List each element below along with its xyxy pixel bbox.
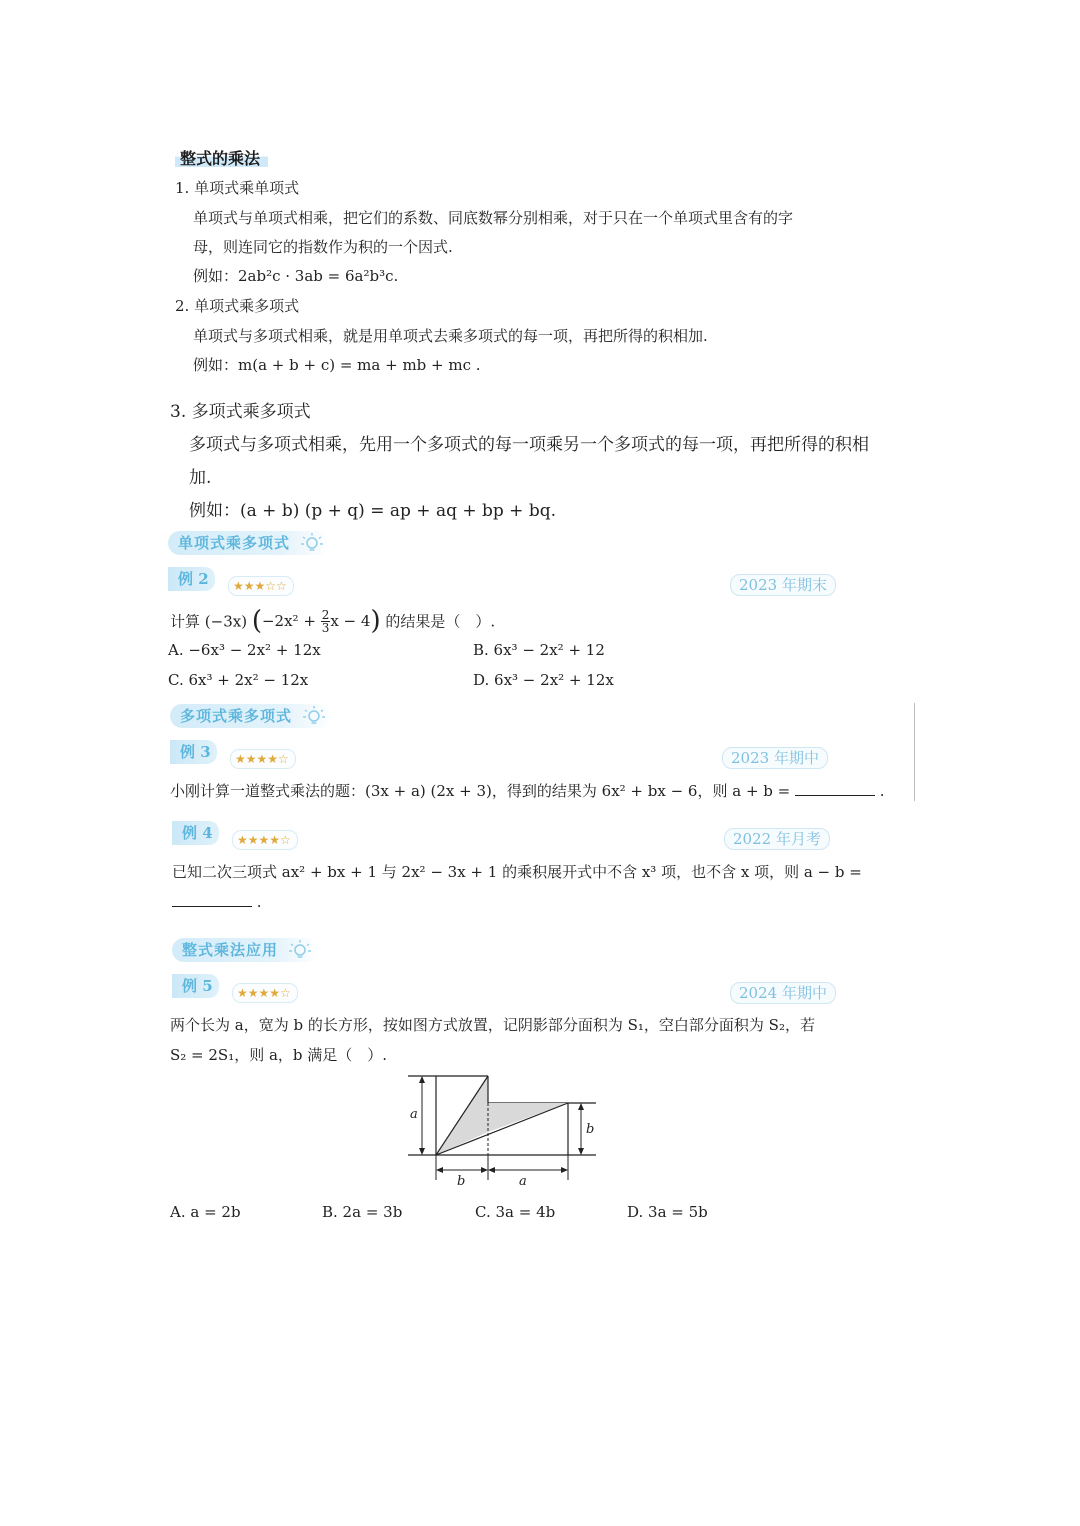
q-suffix: 的结果是（ ）.: [385, 612, 496, 631]
lightbulb-icon: [288, 939, 312, 961]
rule3-heading: 3. 多项式乘多项式: [170, 402, 311, 422]
right-paren: ): [370, 606, 381, 636]
ex3-question-text: 小刚计算一道整式乘法的题：(3x + a) (2x + 3)，得到的结果为 6x² + bx − 6，则 a + b =: [170, 782, 791, 800]
rule3-line1: 多项式与多项式相乘，先用一个多项式的每一项乘另一个多项式的每一项，再把所得的积相: [189, 435, 869, 455]
arrow-head: [419, 1148, 425, 1155]
difficulty-stars: ★★★★☆: [232, 830, 298, 850]
label-a-left: a: [410, 1107, 418, 1122]
difficulty-stars: ★★★☆☆: [228, 576, 294, 596]
arrow-head: [578, 1103, 584, 1110]
ex5-line2: S₂ = 2S₁，则 a，b 满足（ ）.: [170, 1046, 388, 1064]
left-paren: (: [251, 606, 262, 636]
ex5-option-a: A. a = 2b: [170, 1203, 241, 1221]
example-label: 例 3: [170, 740, 217, 764]
source-tag: 2023 年期末: [730, 574, 836, 596]
ex2-option-c: C. 6x³ + 2x² − 12x: [168, 671, 309, 689]
rectangles-figure: [400, 1068, 610, 1194]
rule1-line2: 母，则连同它的指数作为积的一个因式.: [193, 238, 453, 256]
label-b-right: b: [586, 1122, 595, 1137]
arrow-head: [561, 1167, 568, 1173]
rule3-example: 例如：(a + b) (p + q) = ap + aq + bp + bq.: [189, 501, 556, 521]
example-label: 例 5: [172, 974, 219, 998]
q-prefix: 计算 (−3x): [170, 612, 248, 631]
section-header-3: [172, 938, 318, 962]
ex5-option-b: B. 2a = 3b: [322, 1203, 403, 1221]
section-header-2: [170, 704, 332, 728]
arrow-head: [488, 1167, 495, 1173]
source-tag: 2022 年月考: [724, 828, 830, 850]
ex5-line1: 两个长为 a，宽为 b 的长方形，按如图方式放置，记阴影部分面积为 S₁，空白部分面积为 S₂，若: [170, 1016, 815, 1034]
rule2-line1: 单项式与多项式相乘，就是用单项式去乘多项式的每一项，再把所得的积相加.: [193, 327, 708, 345]
source-tag: 2024 年期中: [730, 982, 836, 1004]
page-title: 整式的乘法: [175, 146, 268, 169]
difficulty-stars: ★★★★☆: [232, 983, 298, 1003]
rule1-heading: 1. 单项式乘单项式: [175, 179, 300, 197]
divider-line: [914, 703, 915, 801]
label-a-bottom: a: [519, 1174, 527, 1189]
rule3-line2: 加.: [189, 468, 212, 488]
rule2-heading: 2. 单项式乘多项式: [175, 297, 300, 315]
rule1-example: 例如：2ab²c · 3ab = 6a²b³c.: [193, 267, 399, 285]
ex5-option-d: D. 3a = 5b: [627, 1203, 708, 1221]
label-b-bottom: b: [457, 1174, 466, 1189]
rule1-line1: 单项式与单项式相乘，把它们的系数、同底数幂分别相乘，对于只在一个单项式里含有的字: [193, 209, 794, 227]
arrow-head: [578, 1148, 584, 1155]
section-title: 多项式乘多项式: [180, 707, 293, 725]
fraction-denominator: 3: [321, 620, 330, 635]
q-inner-a: −2x² +: [261, 612, 316, 630]
lightbulb-icon: [300, 532, 324, 554]
rule2-example: 例如：m(a + b + c) = ma + mb + mc .: [193, 356, 481, 374]
section-title: 整式乘法应用: [182, 941, 279, 959]
fraction: [321, 609, 331, 634]
ex2-option-a: A. −6x³ − 2x² + 12x: [168, 641, 321, 659]
ex5-option-c: C. 3a = 4b: [475, 1203, 556, 1221]
example-label: 例 2: [168, 567, 215, 591]
answer-blank[interactable]: [795, 795, 875, 796]
ex3-question: [170, 780, 885, 801]
answer-blank[interactable]: [172, 906, 252, 907]
source-tag: 2023 年期中: [722, 747, 828, 769]
q-inner-b: x − 4: [330, 612, 371, 630]
arrow-head: [481, 1167, 488, 1173]
ex2-option-b: B. 6x³ − 2x² + 12: [473, 641, 605, 659]
ex2-question: [170, 606, 496, 636]
ex2-option-d: D. 6x³ − 2x² + 12x: [473, 671, 614, 689]
section-header-1: [168, 531, 330, 555]
ex4-end: .: [256, 893, 262, 911]
example-label: 例 4: [172, 821, 219, 845]
arrow-head: [419, 1076, 425, 1083]
difficulty-stars: ★★★★☆: [230, 749, 296, 769]
lightbulb-icon: [302, 705, 326, 727]
ex4-answer-line: [172, 893, 262, 911]
section-title: 单项式乘多项式: [178, 534, 291, 552]
ex3-end: .: [879, 782, 885, 800]
ex4-question: 已知二次三项式 ax² + bx + 1 与 2x² − 3x + 1 的乘积展开式中不含 x³ 项，也不含 x 项，则 a − b =: [172, 863, 862, 881]
arrow-head: [436, 1167, 443, 1173]
fraction-numerator: 2: [321, 607, 330, 622]
